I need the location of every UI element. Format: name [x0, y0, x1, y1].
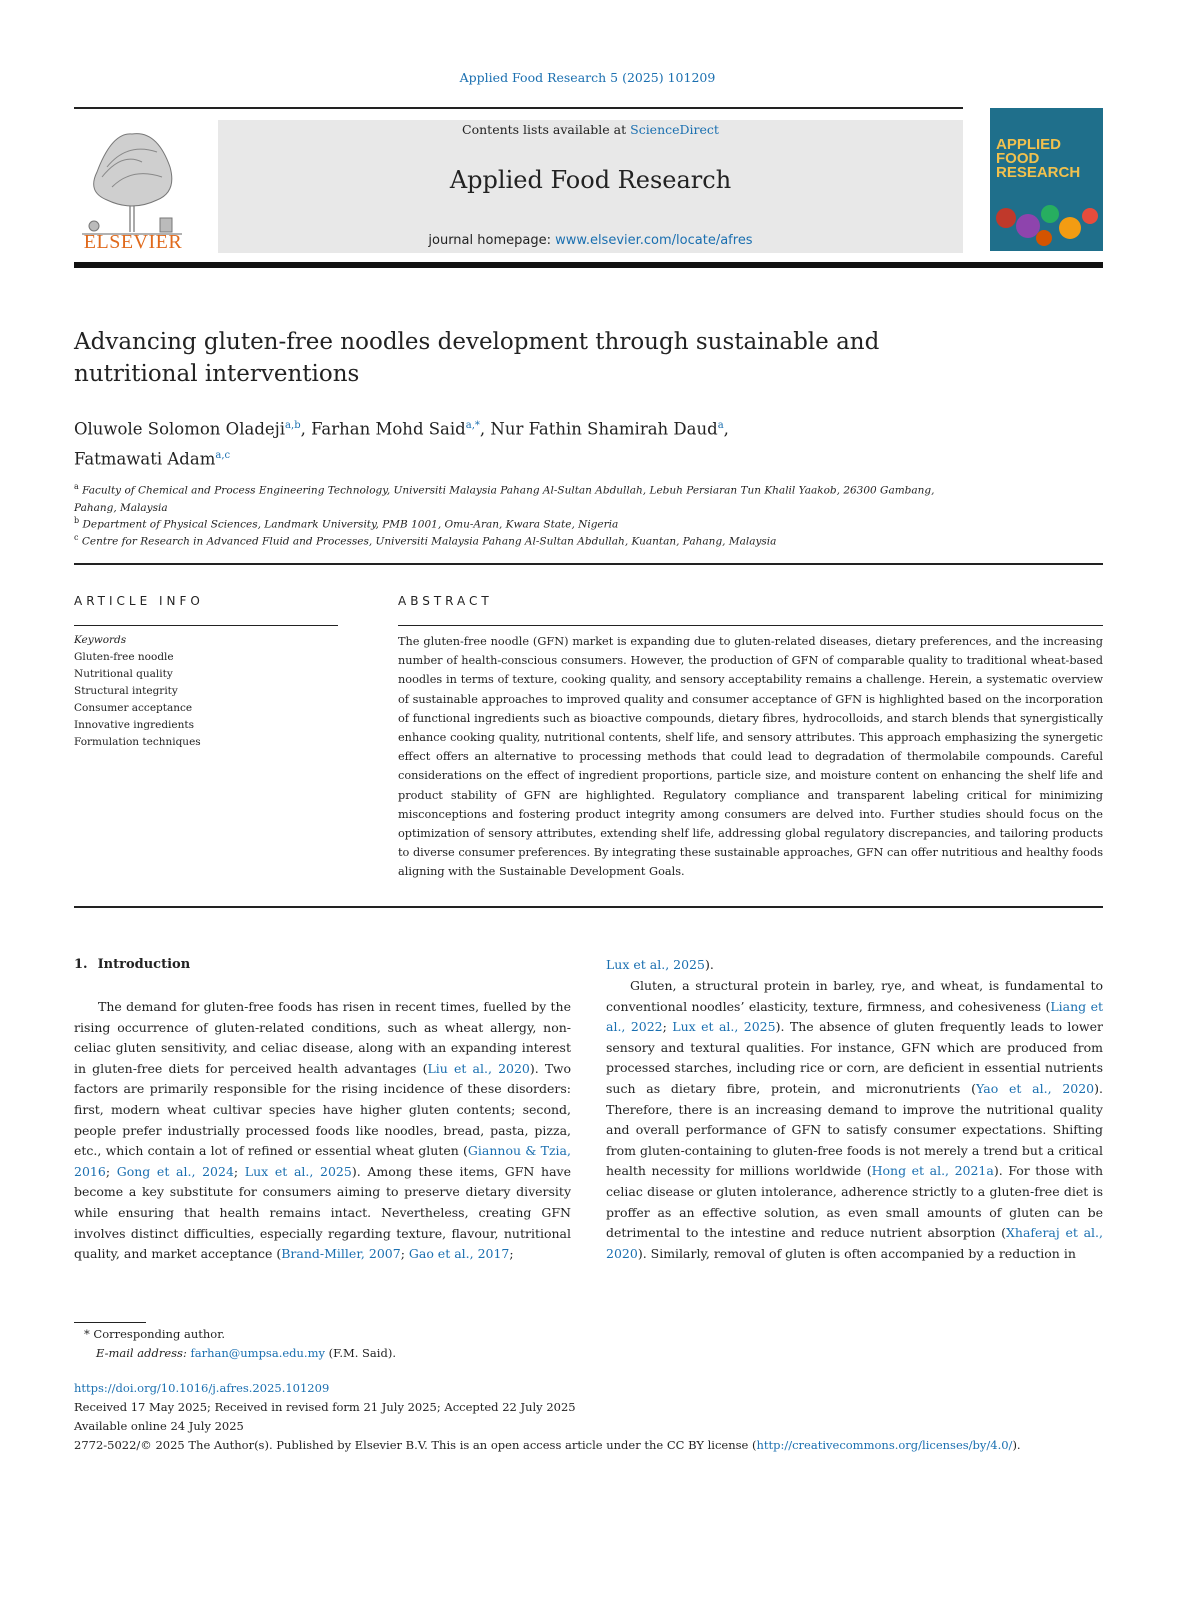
article-info-rule [74, 625, 338, 626]
citation-link[interactable]: Xhaferaj et al., 2020 [606, 1225, 1103, 1261]
keyword-item: Innovative ingredients [74, 719, 194, 731]
received-dates: Received 17 May 2025; Received in revised form 21 July 2025; Accepted 22 July 2025 [74, 1400, 576, 1414]
top-rule [74, 107, 963, 109]
paragraph-text: ; [400, 1246, 409, 1262]
author-list [74, 413, 974, 472]
contents-line [218, 122, 963, 137]
paragraph-text: ; [233, 1163, 245, 1179]
cover-line: RESEARCH [996, 164, 1081, 181]
license-suffix: ). [1012, 1438, 1021, 1452]
email-label: E-mail address: [96, 1346, 187, 1360]
section-heading-introduction [74, 957, 190, 972]
author-name[interactable]: Oluwole Solomon Oladeji [74, 419, 286, 439]
citation-link[interactable]: Yao et al., 2020 [975, 1080, 1095, 1096]
homepage-link[interactable]: www.elsevier.com/locate/afres [555, 233, 753, 248]
affiliation-mark: b [74, 516, 80, 525]
paragraph-text: ). [704, 957, 714, 972]
affiliation-mark: a [74, 482, 79, 491]
paragraph-text: ). Two factors are primarily responsible for the rising incidence of these disorders: first, modern wheat cultivar species have higher gluten contents; second, people prefer industrially processed foods like noodles, bread, pasta, pizza, etc., which contain a lot of refined or essential wheat gluten ( [74, 1060, 571, 1159]
citation-link[interactable]: Giannou & Tzia, 2016 [74, 1143, 571, 1179]
affiliation-text: Centre for Research in Advanced Fluid and Processes, Universiti Malaysia Pahang Al-Sultan Abdullah, Kuantan, Pahang, Malaysia [81, 535, 777, 548]
keyword-item: Formulation techniques [74, 736, 201, 748]
section-rule [74, 906, 1103, 908]
homepage-prefix: journal homepage: [428, 233, 556, 248]
paragraph-text: ). Therefore, there is an increasing demand to improve the nutritional quality and overall performance of GFN to satisfy consumer expectations. Shifting from gluten-containing to gluten-free foods is not merely a trend but a critical health necessity for millions worldwide ( [606, 1080, 1103, 1179]
author-separator: , [723, 419, 729, 439]
author-separator: , [300, 419, 312, 439]
keyword-item: Nutritional quality [74, 668, 173, 680]
publication-info [74, 1379, 1104, 1455]
citation-link[interactable]: Gao et al., 2017 [408, 1246, 510, 1262]
section-rule [74, 563, 1103, 565]
abstract-heading: ABSTRACT [398, 594, 493, 608]
paragraph-text: ). Among these items, GFN have become a key substitute for consumers aiming to preserve dietary diversity while ensuring that health remains intact. Nevertheless, creating GFN involves distinct difficulties, especially regarding texture, flavour, nutritional quality, and market acceptance ( [74, 1163, 571, 1262]
cover-line: FOOD [996, 150, 1040, 167]
keyword-item: Gluten-free noodle [74, 651, 174, 663]
body-column-left [74, 997, 571, 1265]
author-affil-marks[interactable]: a,c [215, 449, 231, 461]
cover-food-illustration [990, 196, 1103, 251]
body-column-right [606, 976, 1103, 1264]
body-column-right-continuation [606, 955, 1103, 976]
author-affil-marks[interactable]: a,* [465, 420, 480, 431]
affiliation-text: Faculty of Chemical and Process Engineering Technology, Universiti Malaysia Pahang Al-Sultan Abdullah, Lebuh Persiaran Tun Khalil Yaakob, 26300 Gambang, Pahang, Malaysia [74, 484, 935, 514]
author-name[interactable]: Farhan Mohd Said [311, 419, 466, 439]
affiliation-text: Department of Physical Sciences, Landmark University, PMB 1001, Omu-Aran, Kwara State, Nigeria [82, 518, 619, 531]
paragraph-text: The demand for gluten-free foods has risen in recent times, fuelled by the rising occurrence of gluten-related conditions, such as wheat allergy, non-celiac gluten sensitivity, and celiac disease, along with an expanding interest in gluten-free diets for perceived health advantages ( [74, 999, 571, 1076]
paragraph-text: ; [105, 1163, 117, 1179]
header-thick-rule [74, 262, 1103, 268]
keyword-item: Structural integrity [74, 685, 178, 697]
paragraph-text: ). Similarly, removal of gluten is often accompanied by a reduction in [637, 1245, 1076, 1261]
citation-link[interactable]: Liang et al., 2022 [606, 998, 1104, 1035]
available-online: Available online 24 July 2025 [74, 1419, 244, 1433]
citation-link[interactable]: Lux et al., 2025 [606, 957, 705, 972]
abstract-text: The gluten-free noodle (GFN) market is expanding due to gluten-related diseases, dietary preferences, and the increasing number of health-conscious consumers. However, the production of GFN of comparable quality to traditional wheat-based noodles in terms of texture, cooking quality, and sensory acceptability remains a challenge. Herein, a systematic overview of sustainable approaches to improved quality and consumer acceptance of GFN is highlighted based on the incorporation of functional ingredients such as bioactive compounds, dietary fibres, hydrocolloids, and starch blends that synergistically enhance cooking quality, nutritional contents, shelf life, and sensory attributes. This approach emphasizing the synergetic effect offers an alternative to processing methods that could lead to degradation of thermolabile compounds. Careful considerations on the effect of ingredient proportions, particle size, and moisture content on enhancing the shelf life and product stability of GFN are highlighted. Regulatory compliance and transparent labeling critical for minimizing misconceptions and fostering product integrity among consumers are delved into. Further studies should focus on the optimization of sensory attributes, extending shelf life, addressing global regulatory discrepancies, and tailoring products to diverse consumer preferences. By integrating these sustainable approaches, GFN can offer nutritious and healthy foods aligning with the Sustainable Development Goals. [398, 635, 1103, 879]
citation-link[interactable]: Lux et al., 2025 [672, 1019, 776, 1035]
license-line [74, 1436, 1104, 1455]
cover-line: APPLIED [996, 136, 1062, 153]
license-prefix: 2772-5022/© 2025 The Author(s). Published by Elsevier B.V. This is an open access article under the CC BY license ( [74, 1438, 757, 1452]
email-suffix: (F.M. Said). [328, 1346, 396, 1360]
article-title: Advancing gluten-free noodles development through sustainable and nutritional interventions [74, 329, 880, 387]
corresponding-author-note: * Corresponding author. [84, 1327, 226, 1341]
license-link[interactable]: http://creativecommons.org/licenses/by/4.0/ [756, 1438, 1013, 1452]
section-number: 1. [74, 957, 88, 972]
publisher-wordmark: ELSEVIER [83, 231, 183, 253]
article-info-heading: ARTICLE INFO [74, 594, 204, 608]
paragraph-text: ; [509, 1246, 514, 1262]
paragraph-text: Gluten, a structural protein in barley, rye, and wheat, is fundamental to conventional noodles’ elasticity, texture, firmness, and cohesiveness ( [606, 978, 1103, 1014]
journal-title: Applied Food Research [449, 166, 732, 194]
author-name[interactable]: Nur Fathin Shamirah Daud [490, 419, 718, 439]
section-title: Introduction [97, 957, 191, 972]
citation-link[interactable]: Gong et al., 2024 [116, 1163, 234, 1179]
email-line [74, 1344, 674, 1363]
paragraph-text: ). The absence of gluten frequently leads to lower sensory and textural qualities. For instance, GFN which are produced from processed starches, including rice or corn, are deficient in essential nutrients such as dietary fibre, protein, and micronutrients ( [606, 1019, 1104, 1096]
author-separator: , [479, 419, 491, 439]
paragraph-text: ; [662, 1019, 673, 1035]
affiliation [74, 478, 974, 517]
citation-link[interactable]: Liu et al., 2020 [427, 1060, 530, 1076]
paragraph [606, 955, 1103, 976]
contents-prefix: Contents lists available at [462, 122, 631, 137]
footnotes [74, 1325, 674, 1363]
email-link[interactable]: farhan@umpsa.edu.my [190, 1346, 325, 1360]
author-affil-marks[interactable]: a,b [285, 420, 301, 431]
cover-title [996, 138, 1080, 180]
citation-link[interactable]: Brand-Miller, 2007 [281, 1246, 401, 1262]
paragraph [606, 976, 1103, 1264]
keywords-block [74, 632, 338, 751]
citation-link[interactable]: Lux et al., 2025 [244, 1163, 352, 1179]
abstract-rule [398, 625, 1103, 626]
paragraph-text: ). For those with celiac disease or gluten intolerance, adherence strictly to a gluten-free diet is proffer as an effective solution, as even small amounts of gluten can be detrimental to the intestine and reduce nutrient absorption ( [606, 1163, 1104, 1241]
keywords-title: Keywords [74, 634, 127, 646]
keyword-item: Consumer acceptance [74, 702, 193, 714]
doi-link[interactable]: https://doi.org/10.1016/j.afres.2025.101209 [74, 1381, 330, 1395]
author-affil-marks[interactable]: a [717, 420, 724, 431]
sciencedirect-link[interactable]: ScienceDirect [630, 122, 719, 137]
affiliation [74, 529, 974, 551]
citation-link[interactable]: Hong et al., 2021a [871, 1163, 994, 1179]
paragraph [74, 997, 571, 1265]
journal-cover-thumbnail[interactable] [990, 108, 1103, 251]
footnote-rule [74, 1322, 146, 1323]
author-name[interactable]: Fatmawati Adam [74, 449, 216, 468]
journal-homepage-line [218, 233, 963, 248]
journal-reference[interactable]: Applied Food Research 5 (2025) 101209 [459, 70, 716, 85]
affiliation-mark: c [74, 533, 79, 542]
